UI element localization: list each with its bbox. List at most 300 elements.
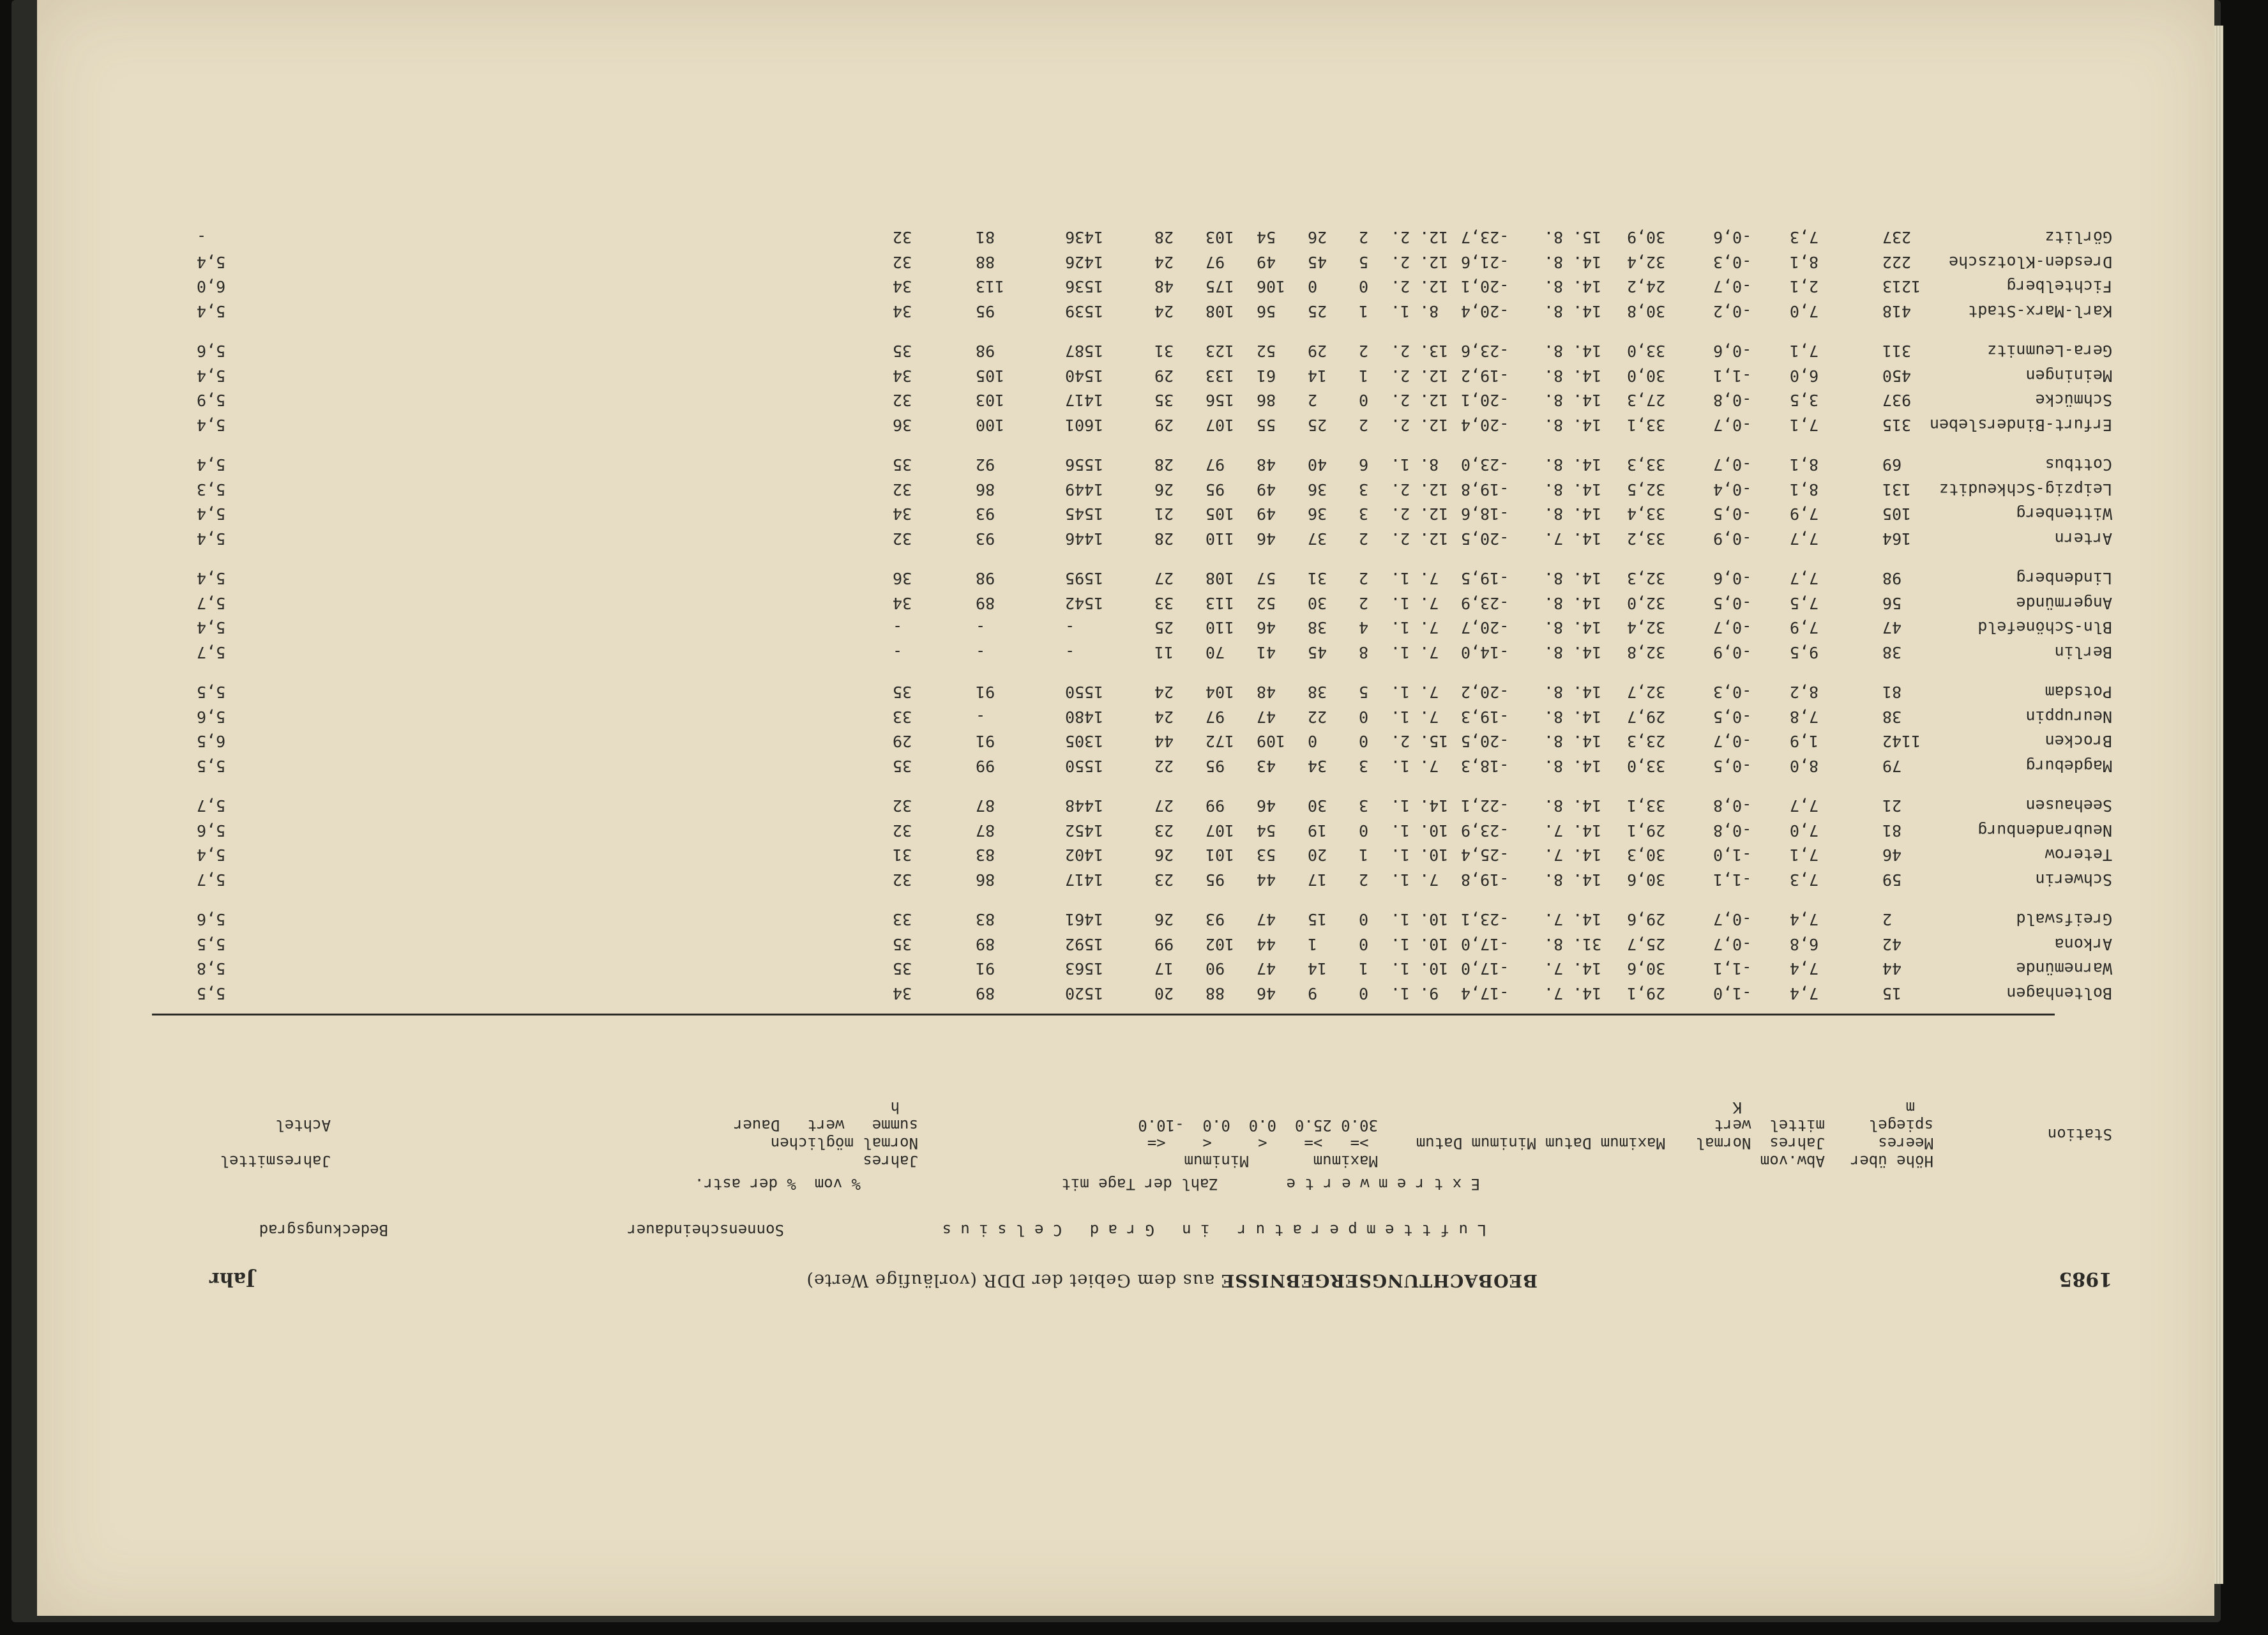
cell-tage-max0: 105	[1206, 505, 1235, 524]
cell-abweichung: -1,0	[1713, 846, 1752, 865]
cell-bedeckung: 5,6	[197, 708, 226, 726]
cell-abweichung: -0,8	[1713, 796, 1752, 816]
cell-tage-max25: 36	[1308, 480, 1327, 499]
cell-maximum: 29,1	[1627, 821, 1666, 840]
group-gap	[139, 434, 2138, 450]
cell-tage-min0: 86	[1257, 391, 1276, 410]
cell-maximum: 32,0	[1627, 594, 1666, 612]
cell-tage-max0: 95	[1206, 871, 1225, 889]
cell-sonne-moeglich: -	[893, 618, 903, 637]
cell-jahresmittel: 1,9	[1790, 732, 1819, 751]
cell-min-datum: 10. 1.	[1391, 935, 1449, 954]
cell-jahresmittel: 7,0	[1790, 821, 1819, 840]
cell-min-datum: 12. 2.	[1391, 505, 1449, 524]
cell-minimum: -25,4	[1461, 846, 1509, 865]
cell-maximum: 30,3	[1627, 846, 1666, 865]
cell-sonne-moeglich: 35	[893, 683, 912, 702]
col-hoehe: Höhe über Meeres spiegel m	[1850, 1099, 1933, 1170]
cell-tage-min-10: 99	[1154, 935, 1174, 954]
cell-minimum: -23,9	[1461, 821, 1509, 840]
cell-tage-min0: 54	[1257, 228, 1276, 247]
cell-sonne-moeglich: 35	[893, 757, 912, 775]
cell-hoehe: 38	[1882, 643, 1902, 662]
cell-jahresmittel: 7,7	[1790, 796, 1819, 816]
cell-hoehe: 79	[1882, 757, 1902, 775]
cell-hoehe: 44	[1882, 959, 1902, 978]
cell-tage-min0: 53	[1257, 846, 1276, 865]
cell-min-datum: 12. 2.	[1391, 529, 1449, 548]
cell-maximum: 30,9	[1627, 228, 1666, 247]
cell-tage-min-10: 35	[1154, 391, 1174, 410]
cell-abweichung: -0,5	[1713, 757, 1752, 775]
cell-tage-max30: 1	[1359, 846, 1369, 865]
cell-min-datum: 12. 2.	[1391, 228, 1449, 247]
cell-maximum: 30,0	[1627, 367, 1666, 385]
cell-station: Lindenberg	[2016, 569, 2112, 588]
cell-min-datum: 10. 1.	[1391, 959, 1449, 978]
cell-min-datum: 8. 1.	[1391, 302, 1439, 321]
cell-tage-max25: 26	[1308, 228, 1327, 247]
cell-bedeckung: 5,8	[197, 959, 226, 978]
cell-maximum: 33,3	[1627, 455, 1666, 475]
cell-hoehe: 2	[1882, 910, 1893, 929]
cell-maximum: 33,1	[1627, 796, 1666, 816]
cell-sonne-summe: -	[1065, 618, 1075, 637]
cell-sonne-moeglich: 31	[893, 846, 912, 865]
cell-sonne-normal: 91	[976, 959, 995, 978]
cell-bedeckung: 5,7	[197, 871, 226, 889]
cell-tage-max25: 38	[1308, 683, 1327, 702]
cell-hoehe: 131	[1882, 480, 1912, 499]
cell-hoehe: 42	[1882, 935, 1902, 954]
cell-bedeckung: 5,4	[197, 569, 226, 588]
cell-sonne-summe: 1550	[1065, 683, 1104, 702]
cell-sonne-normal: -	[976, 708, 986, 726]
cell-min-datum: 9. 1.	[1391, 984, 1439, 1003]
cell-tage-min-10: 20	[1154, 984, 1174, 1003]
cell-min-datum: 7. 1.	[1391, 757, 1439, 775]
cell-sonne-normal: -	[976, 618, 986, 637]
cell-station: Warnemünde	[2016, 959, 2112, 978]
cell-max-datum: 14. 8.	[1544, 277, 1602, 296]
title-rest: aus dem Gebiet der DDR (vorläufige Werte)	[806, 1270, 1221, 1290]
cell-tage-min-10: 44	[1154, 732, 1174, 751]
cell-station: Erfurt-Bindersleben	[1930, 416, 2112, 434]
cell-max-datum: 14. 8.	[1544, 708, 1602, 726]
table-row	[139, 726, 2138, 751]
cell-hoehe: 311	[1882, 342, 1912, 361]
cell-bedeckung: 5,7	[197, 796, 226, 816]
cell-station: Neuruppin	[2025, 708, 2112, 726]
cell-minimum: -18,6	[1461, 505, 1509, 524]
cell-tage-max0: 108	[1206, 302, 1235, 321]
cell-bedeckung: 5,7	[197, 643, 226, 662]
cell-sonne-summe: 1417	[1065, 871, 1104, 889]
cell-jahresmittel: 8,1	[1790, 480, 1819, 499]
cell-sonne-summe: 1452	[1065, 821, 1104, 840]
document-page	[37, 0, 2214, 1616]
cell-max-datum: 14. 8.	[1544, 796, 1602, 816]
cell-hoehe: 69	[1882, 455, 1902, 475]
cell-maximum: 32,7	[1627, 683, 1666, 702]
cell-minimum: -19,2	[1461, 367, 1509, 385]
cell-jahresmittel: 7,3	[1790, 871, 1819, 889]
cell-sonne-summe: 1417	[1065, 391, 1104, 410]
cell-sonne-moeglich: 32	[893, 228, 912, 247]
cell-tage-min0: 46	[1257, 984, 1276, 1003]
cell-hoehe: 315	[1882, 416, 1912, 434]
cell-jahresmittel: 7,1	[1790, 416, 1819, 434]
cell-min-datum: 12. 2.	[1391, 277, 1449, 296]
cell-sonne-moeglich: 35	[893, 959, 912, 978]
cell-tage-max30: 0	[1359, 984, 1369, 1003]
cell-sonne-summe: 1448	[1065, 796, 1104, 816]
table-row	[139, 296, 2138, 321]
table-row	[139, 499, 2138, 524]
cell-max-datum: 14. 8.	[1544, 253, 1602, 271]
cell-min-datum: 8. 1.	[1391, 455, 1439, 475]
table-row	[139, 612, 2138, 637]
cell-bedeckung: 5,9	[197, 391, 226, 410]
cell-tage-min0: 47	[1257, 959, 1276, 978]
cell-tage-max0: 95	[1206, 757, 1225, 775]
cell-tage-max25: 0	[1308, 277, 1318, 296]
cell-sonne-moeglich: 35	[893, 455, 912, 475]
cell-abweichung: -0,4	[1713, 480, 1752, 499]
cell-tage-max25: 40	[1308, 455, 1327, 475]
cell-minimum: -23,1	[1461, 910, 1509, 929]
cell-abweichung: -0,5	[1713, 708, 1752, 726]
cell-tage-min0: 43	[1257, 757, 1276, 775]
cell-jahresmittel: 7,5	[1790, 594, 1819, 612]
cell-hoehe: 38	[1882, 708, 1902, 726]
cell-maximum: 33,4	[1627, 505, 1666, 524]
cell-max-datum: 14. 8.	[1544, 757, 1602, 775]
cell-sonne-moeglich: 36	[893, 569, 912, 588]
cell-tage-max0: 102	[1206, 935, 1235, 954]
cell-max-datum: 14. 8.	[1544, 480, 1602, 499]
cell-sonne-summe: 1539	[1065, 302, 1104, 321]
cell-sonne-moeglich: 33	[893, 910, 912, 929]
cell-sonne-summe: 1542	[1065, 594, 1104, 612]
page-title	[806, 1270, 1538, 1290]
cell-abweichung: -0,9	[1713, 529, 1752, 548]
cell-sonne-normal: 83	[976, 910, 995, 929]
cell-station: Meiningen	[2025, 367, 2112, 385]
cell-sonne-moeglich: 34	[893, 594, 912, 612]
cell-sonne-moeglich: 32	[893, 796, 912, 816]
cell-tage-min-10: 26	[1154, 480, 1174, 499]
cell-tage-min-10: 22	[1154, 757, 1174, 775]
group-gap	[139, 321, 2138, 336]
cell-tage-max30: 3	[1359, 480, 1369, 499]
cell-jahresmittel: 8,1	[1790, 253, 1819, 271]
cell-tage-min-10: 24	[1154, 683, 1174, 702]
cell-sonne-moeglich: 34	[893, 277, 912, 296]
cell-tage-max30: 5	[1359, 683, 1369, 702]
cell-sonne-moeglich: 34	[893, 505, 912, 524]
col-extrem: Maximum Datum Minimum Datum	[1416, 1134, 1665, 1152]
cell-tage-max30: 3	[1359, 505, 1369, 524]
cell-min-datum: 10. 1.	[1391, 846, 1449, 865]
cell-bedeckung: 5,4	[197, 302, 226, 321]
cell-min-datum: 12. 2.	[1391, 253, 1449, 271]
cell-tage-min0: 41	[1257, 643, 1276, 662]
cell-tage-min0: 46	[1257, 529, 1276, 548]
cell-station: Angermünde	[2016, 594, 2112, 612]
table-row	[139, 791, 2138, 816]
cell-tage-min-10: 29	[1154, 416, 1174, 434]
cell-tage-max30: 5	[1359, 253, 1369, 271]
cell-tage-min-10: 26	[1154, 846, 1174, 865]
col-temp: Abw.vom Jahres Normal mittel wert K	[1695, 1099, 1825, 1170]
cell-max-datum: 14. 7.	[1544, 910, 1602, 929]
cell-tage-min-10: 23	[1154, 821, 1174, 840]
cell-sonne-summe: 1520	[1065, 984, 1104, 1003]
cell-minimum: -19,5	[1461, 569, 1509, 588]
cell-tage-min0: 52	[1257, 342, 1276, 361]
cell-tage-min0: 55	[1257, 416, 1276, 434]
cell-tage-max0: 88	[1206, 984, 1225, 1003]
cell-tage-max25: 34	[1308, 757, 1327, 775]
cell-bedeckung: 5,4	[197, 455, 226, 475]
table-row	[139, 385, 2138, 410]
cell-minimum: -19,3	[1461, 708, 1509, 726]
cell-abweichung: -0,8	[1713, 391, 1752, 410]
table-row	[139, 271, 2138, 296]
cell-station: Gera-Leumnitz	[1987, 342, 2112, 361]
cell-abweichung: -0,5	[1713, 594, 1752, 612]
cell-abweichung: -0,7	[1713, 935, 1752, 954]
cell-minimum: -23,9	[1461, 594, 1509, 612]
cell-tage-max0: 104	[1206, 683, 1235, 702]
header-rule	[152, 1014, 2055, 1015]
cell-tage-max25: 0	[1308, 732, 1318, 751]
cell-minimum: -19,8	[1461, 871, 1509, 889]
cell-tage-max30: 2	[1359, 228, 1369, 247]
cell-tage-max0: 110	[1206, 529, 1235, 548]
cell-maximum: 25,7	[1627, 935, 1666, 954]
cell-maximum: 29,6	[1627, 910, 1666, 929]
cell-station: Dresden-Klotzsche	[1949, 253, 2112, 271]
cell-tage-max30: 0	[1359, 708, 1369, 726]
cell-tage-max30: 0	[1359, 732, 1369, 751]
cell-bedeckung: -	[197, 228, 207, 247]
cell-maximum: 33,0	[1627, 757, 1666, 775]
cell-minimum: -21,6	[1461, 253, 1509, 271]
cell-station: Berlin	[2054, 643, 2112, 662]
cell-max-datum: 14. 8.	[1544, 505, 1602, 524]
cell-min-datum: 12. 2.	[1391, 416, 1449, 434]
cell-bedeckung: 5,4	[197, 618, 226, 637]
cell-sonne-moeglich: -	[893, 643, 903, 662]
cell-jahresmittel: 6,8	[1790, 935, 1819, 954]
cell-jahresmittel: 7,0	[1790, 302, 1819, 321]
cell-min-datum: 12. 2.	[1391, 391, 1449, 410]
cell-abweichung: -0,7	[1713, 732, 1752, 751]
cell-max-datum: 14. 8.	[1544, 416, 1602, 434]
table-row	[139, 637, 2138, 662]
cell-tage-max25: 15	[1308, 910, 1327, 929]
cell-tage-min-10: 27	[1154, 569, 1174, 588]
cell-sonne-normal: 99	[976, 757, 995, 775]
cell-tage-max25: 30	[1308, 796, 1327, 816]
period-label: Jahr	[209, 1268, 255, 1290]
cell-tage-min-10: 27	[1154, 796, 1174, 816]
cell-min-datum: 14. 1.	[1391, 796, 1449, 816]
cell-min-datum: 13. 2.	[1391, 342, 1449, 361]
cell-jahresmittel: 7,1	[1790, 342, 1819, 361]
cell-max-datum: 14. 7.	[1544, 959, 1602, 978]
cell-sonne-summe: 1426	[1065, 253, 1104, 271]
cell-bedeckung: 5,4	[197, 529, 226, 548]
cell-jahresmittel: 8,0	[1790, 757, 1819, 775]
cell-sonne-normal: 103	[976, 391, 1005, 410]
table-row	[139, 247, 2138, 272]
cell-max-datum: 14. 8.	[1544, 569, 1602, 588]
cell-jahresmittel: 7,7	[1790, 569, 1819, 588]
cell-tage-max30: 4	[1359, 618, 1369, 637]
cell-hoehe: 59	[1882, 871, 1902, 889]
cell-hoehe: 164	[1882, 529, 1912, 548]
cell-tage-max25: 20	[1308, 846, 1327, 865]
cell-jahresmittel: 9,5	[1790, 643, 1819, 662]
cell-sonne-summe: 1446	[1065, 529, 1104, 548]
cell-sonne-summe: 1536	[1065, 277, 1104, 296]
cell-min-datum: 12. 2.	[1391, 367, 1449, 385]
cell-hoehe: 937	[1882, 391, 1912, 410]
cell-bedeckung: 6,0	[197, 277, 226, 296]
cell-hoehe: 81	[1882, 821, 1902, 840]
cell-minimum: -23,6	[1461, 342, 1509, 361]
cell-tage-max25: 37	[1308, 529, 1327, 548]
cell-sonne-normal: 86	[976, 480, 995, 499]
cell-bedeckung: 6,5	[197, 732, 226, 751]
cell-maximum: 29,7	[1627, 708, 1666, 726]
cell-tage-max0: 175	[1206, 277, 1235, 296]
col-tage: Maximum Minimum >= >= < < <= 30.0 25.0 0.0 0.0 -10.0	[1138, 1116, 1378, 1170]
cell-hoehe: 21	[1882, 796, 1902, 816]
cell-sonne-moeglich: 32	[893, 871, 912, 889]
cell-tage-min0: 57	[1257, 569, 1276, 588]
cell-hoehe: 222	[1882, 253, 1912, 271]
table-row	[139, 751, 2138, 776]
cell-minimum: -19,8	[1461, 480, 1509, 499]
cell-abweichung: -1,1	[1713, 871, 1752, 889]
cell-tage-min-10: 11	[1154, 643, 1174, 662]
cell-tage-max25: 22	[1308, 708, 1327, 726]
cell-tage-max30: 2	[1359, 342, 1369, 361]
cell-tage-max30: 2	[1359, 529, 1369, 548]
cell-sonne-normal: 93	[976, 529, 995, 548]
cell-max-datum: 14. 8.	[1544, 683, 1602, 702]
cell-station: Fichtelberg	[2006, 277, 2112, 296]
cell-sonne-summe: 1461	[1065, 910, 1104, 929]
cell-sonne-summe: 1540	[1065, 367, 1104, 385]
table-row	[139, 816, 2138, 840]
cell-min-datum: 7. 1.	[1391, 871, 1439, 889]
cell-hoehe: 46	[1882, 846, 1902, 865]
cell-tage-max25: 38	[1308, 618, 1327, 637]
cell-bedeckung: 5,4	[197, 253, 226, 271]
cell-tage-max0: 110	[1206, 618, 1235, 637]
cell-sonne-moeglich: 32	[893, 253, 912, 271]
cell-sonne-summe: 1402	[1065, 846, 1104, 865]
cell-maximum: 27,3	[1627, 391, 1666, 410]
cell-bedeckung: 5,7	[197, 594, 226, 612]
table-row	[139, 222, 2138, 247]
cell-tage-min-10: 29	[1154, 367, 1174, 385]
cell-tage-max0: 95	[1206, 480, 1225, 499]
cell-tage-min-10: 25	[1154, 618, 1174, 637]
cell-jahresmittel: 3,5	[1790, 391, 1819, 410]
cell-tage-min0: 109	[1257, 732, 1286, 751]
cell-station: Teterow	[2045, 846, 2112, 865]
cell-sonne-moeglich: 34	[893, 984, 912, 1003]
cell-tage-min0: 46	[1257, 618, 1276, 637]
cell-sonne-normal: 89	[976, 935, 995, 954]
cell-sonne-moeglich: 29	[893, 732, 912, 751]
cell-sonne-moeglich: 36	[893, 416, 912, 434]
cell-hoehe: 47	[1882, 618, 1902, 637]
cell-bedeckung: 5,6	[197, 910, 226, 929]
cell-tage-max0: 97	[1206, 708, 1225, 726]
cell-tage-min0: 49	[1257, 480, 1276, 499]
cell-bedeckung: 5,6	[197, 821, 226, 840]
cell-minimum: -23,0	[1461, 455, 1509, 475]
cell-sonne-normal: 95	[976, 302, 995, 321]
cell-minimum: -20,5	[1461, 732, 1509, 751]
cell-tage-max0: 103	[1206, 228, 1235, 247]
cell-abweichung: -1,0	[1713, 984, 1752, 1003]
cell-sonne-summe: 1595	[1065, 569, 1104, 588]
cell-max-datum: 14. 7.	[1544, 529, 1602, 548]
cell-station: Magdeburg	[2025, 757, 2112, 775]
cell-jahresmittel: 7,4	[1790, 910, 1819, 929]
cell-max-datum: 14. 8.	[1544, 643, 1602, 662]
cell-tage-min0: 61	[1257, 367, 1276, 385]
cell-jahresmittel: 8,2	[1790, 683, 1819, 702]
cell-tage-min-10: 26	[1154, 910, 1174, 929]
group-gap	[139, 889, 2138, 904]
cell-minimum: -18,3	[1461, 757, 1509, 775]
cell-station: Leipzig-Schkeuditz	[1939, 480, 2112, 499]
cell-abweichung: -0,7	[1713, 910, 1752, 929]
cell-min-datum: 7. 1.	[1391, 618, 1439, 637]
cell-sonne-moeglich: 35	[893, 935, 912, 954]
cell-abweichung: -0,7	[1713, 618, 1752, 637]
cell-tage-min0: 49	[1257, 253, 1276, 271]
cell-bedeckung: 5,5	[197, 935, 226, 954]
header-luft: L u f t t e m p e r a t u r i n G r a d C e l s i u s	[942, 1221, 1486, 1239]
cell-sonne-summe: 1305	[1065, 732, 1104, 751]
page-header	[139, 1265, 2138, 1290]
cell-tage-max30: 0	[1359, 391, 1369, 410]
cell-tage-max30: 1	[1359, 959, 1369, 978]
cell-sonne-normal: 100	[976, 416, 1005, 434]
cell-tage-max30: 1	[1359, 302, 1369, 321]
cell-tage-min0: 106	[1257, 277, 1286, 296]
cell-sonne-moeglich: 34	[893, 302, 912, 321]
cell-tage-max30: 0	[1359, 935, 1369, 954]
cell-min-datum: 7. 1.	[1391, 643, 1439, 662]
cell-sonne-normal: -	[976, 643, 986, 662]
cell-tage-max25: 19	[1308, 821, 1327, 840]
cell-sonne-summe: 1601	[1065, 416, 1104, 434]
col-bedeck: Jahresmittel Achtel	[220, 1116, 331, 1170]
cell-tage-max0: 97	[1206, 455, 1225, 475]
cell-abweichung: -0,3	[1713, 253, 1752, 271]
